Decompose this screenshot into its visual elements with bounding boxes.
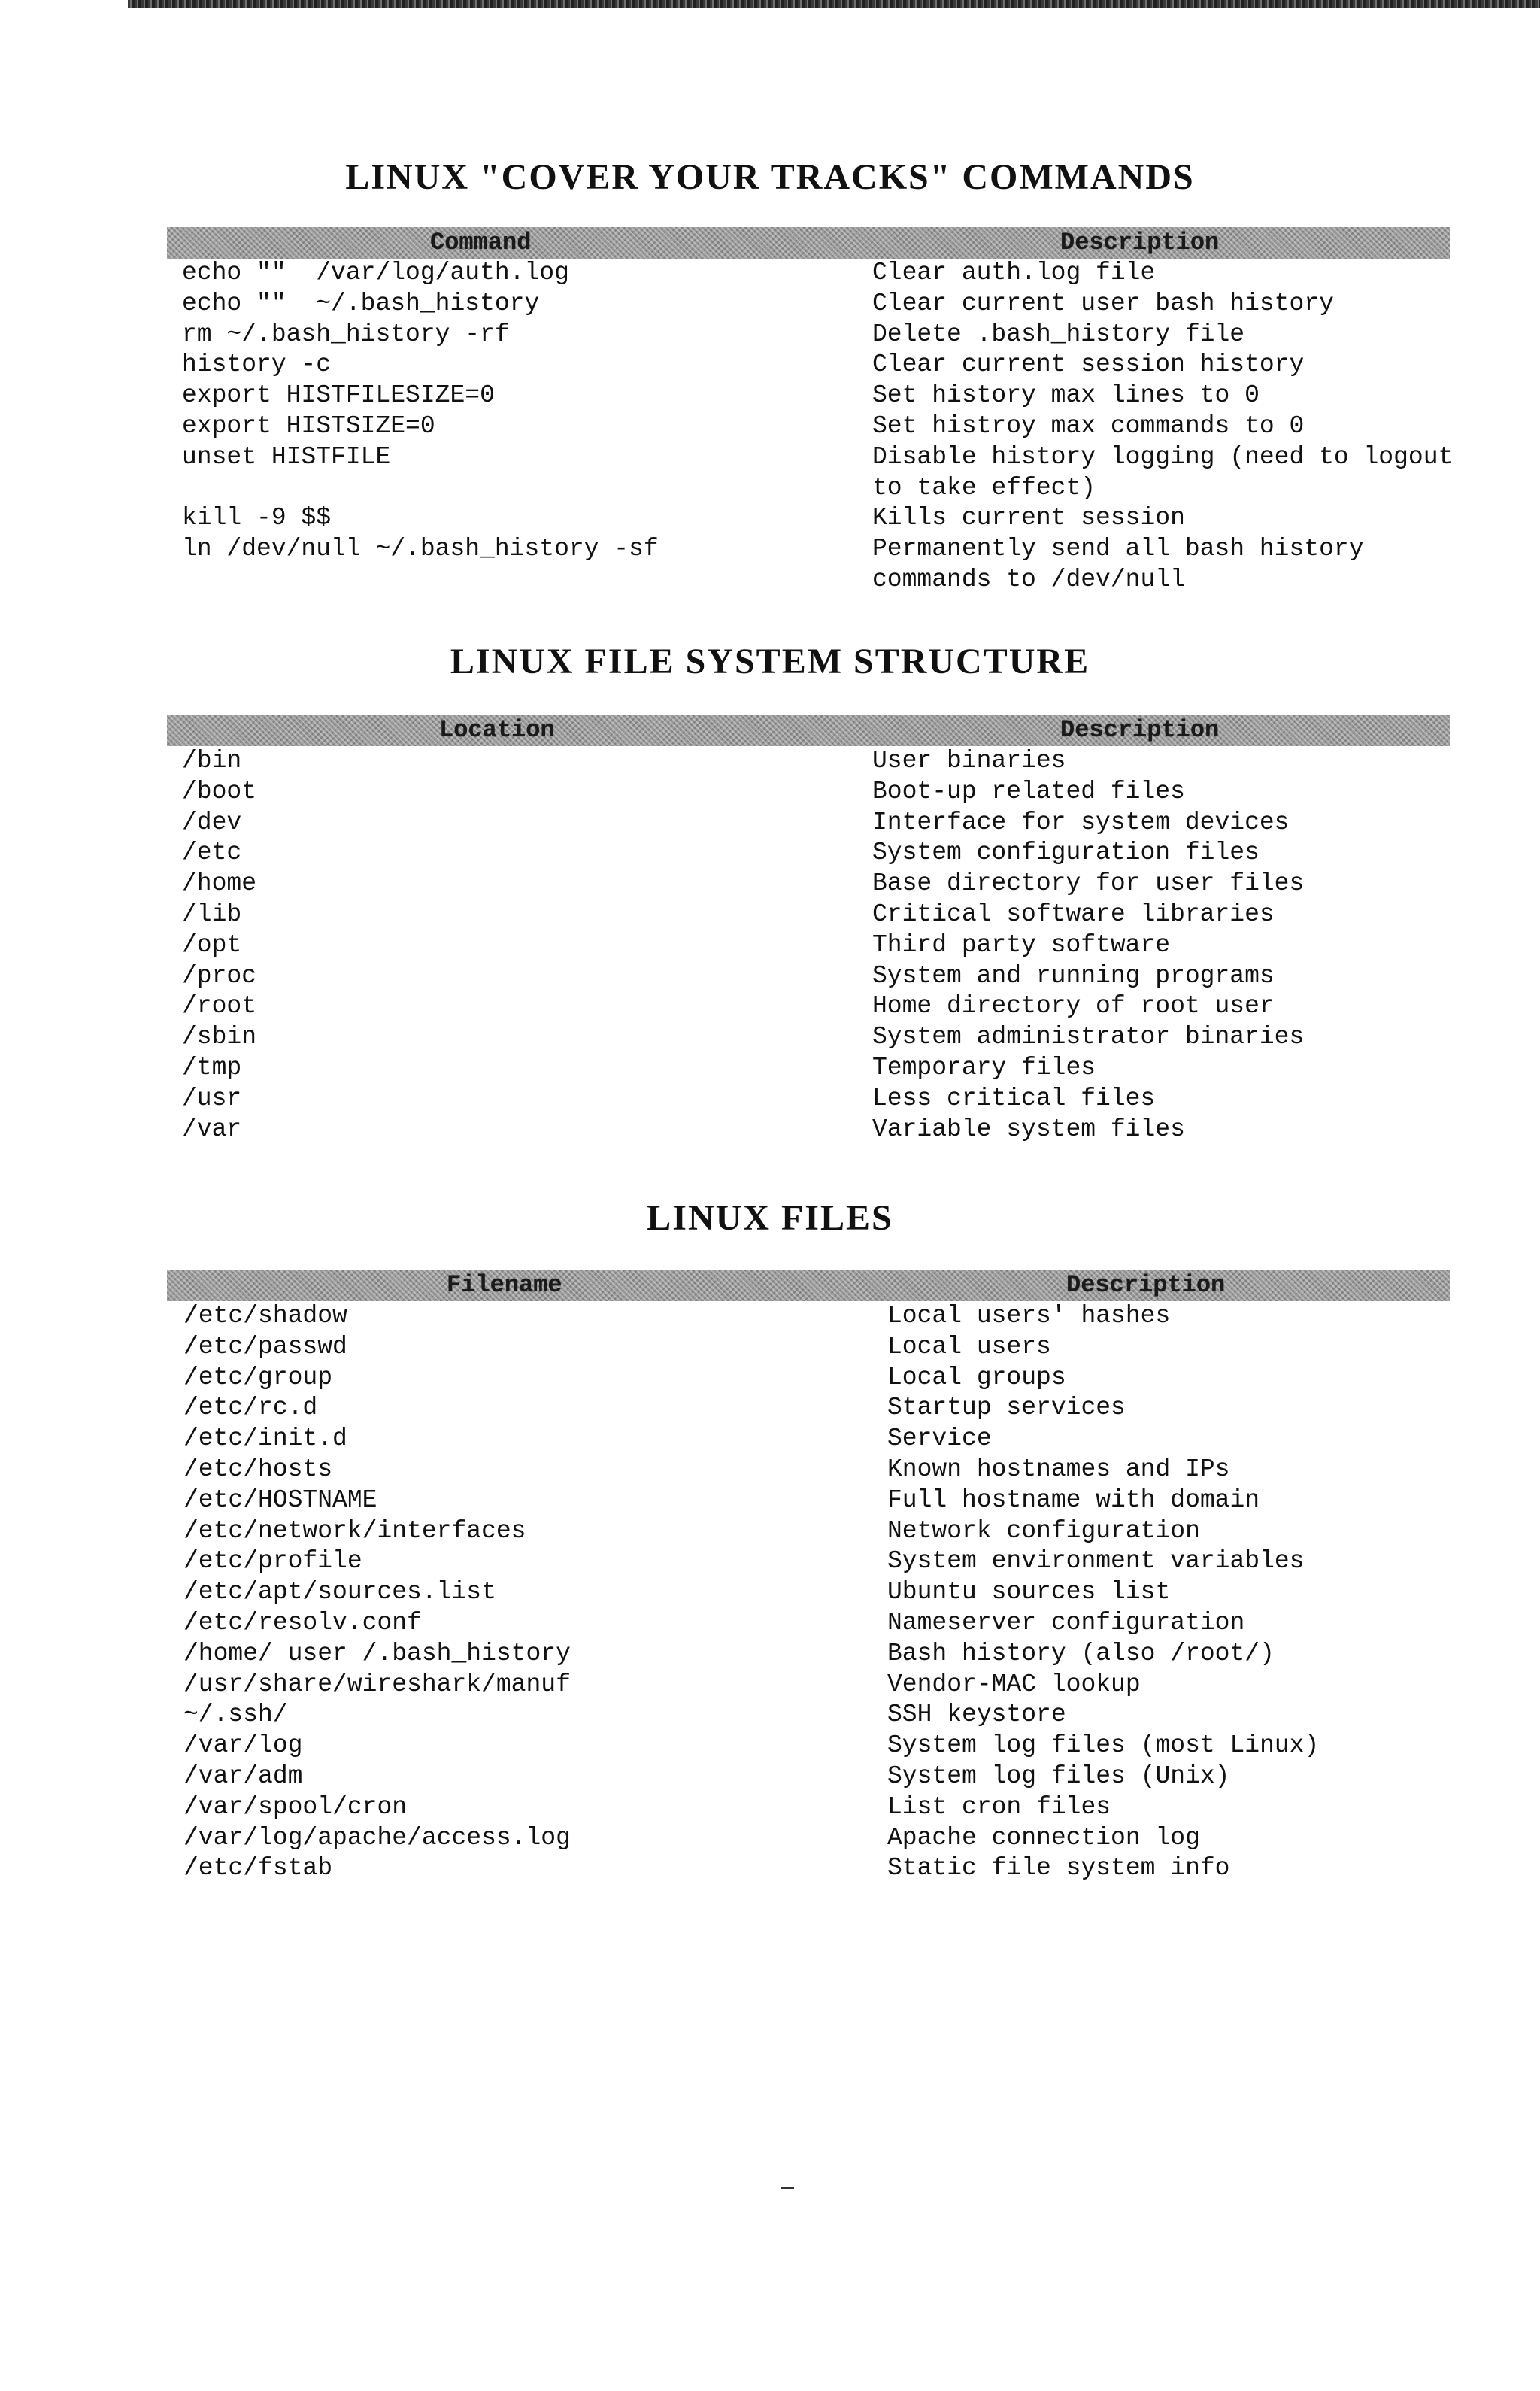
- location-cell: /bin: [182, 747, 242, 775]
- table-row: [183, 1485, 1462, 1516]
- filename-cell: /etc/profile: [183, 1547, 362, 1576]
- table-row: [183, 1393, 1462, 1424]
- description-cell: Full hostname with domain: [887, 1485, 1260, 1514]
- filename-cell: /etc/apt/sources.list: [183, 1578, 496, 1607]
- location-cell: /home: [182, 869, 257, 898]
- location-cell: /dev: [182, 808, 242, 836]
- command-cell: export HISTFILESIZE=0: [182, 381, 495, 410]
- column-header-command: Command: [430, 229, 532, 256]
- table-row: [182, 320, 1460, 350]
- description-cell: User binaries: [872, 747, 1066, 775]
- description-cell: Home directory of root user: [872, 992, 1275, 1021]
- filename-cell: /usr/share/wireshark/manuf: [183, 1670, 571, 1698]
- command-cell: echo "" /var/log/auth.log: [182, 259, 569, 287]
- table-header-file-system: [167, 715, 1450, 746]
- command-cell: export HISTSIZE=0: [182, 411, 435, 440]
- description-cell: Less critical files: [872, 1084, 1156, 1112]
- description-cell: Apache connection log: [887, 1823, 1200, 1852]
- scan-edge: [128, 0, 1540, 8]
- command-cell: unset HISTFILE: [182, 442, 391, 471]
- table-row: [182, 961, 1460, 992]
- description-cell: Third party software: [872, 930, 1171, 959]
- location-cell: /proc: [182, 961, 257, 990]
- column-header-description: Description: [1066, 1271, 1226, 1299]
- filename-cell: /etc/rc.d: [183, 1394, 318, 1422]
- description-cell: Known hostnames and IPs: [887, 1455, 1230, 1483]
- table-header-cover-tracks: [167, 227, 1450, 259]
- section-title-file-system: LINUX FILE SYSTEM STRUCTURE: [450, 642, 1090, 681]
- description-cell: Permanently send all bash history commands to /dev/null: [872, 535, 1364, 593]
- table-row: [183, 1823, 1462, 1854]
- table-row: [183, 1608, 1462, 1639]
- description-cell: Temporary files: [872, 1053, 1096, 1082]
- location-cell: /opt: [182, 930, 242, 959]
- location-cell: /usr: [182, 1084, 242, 1112]
- filename-cell: ~/.ssh/: [183, 1701, 288, 1729]
- table-row: [183, 1363, 1462, 1394]
- table-row: [182, 381, 1460, 411]
- table-row: [182, 1115, 1460, 1145]
- description-cell: Interface for system devices: [872, 808, 1290, 836]
- file-system-table: [182, 746, 1460, 1145]
- table-row: [182, 991, 1460, 1022]
- table-row: [182, 1022, 1460, 1053]
- table-row: [183, 1424, 1462, 1455]
- description-cell: List cron files: [887, 1792, 1111, 1821]
- table-row: [182, 1084, 1460, 1115]
- table-row: [183, 1639, 1462, 1670]
- table-row: [182, 746, 1460, 777]
- column-header-location: Location: [439, 716, 555, 744]
- table-row: [183, 1731, 1462, 1761]
- description-cell: Set histroy max commands to 0: [872, 411, 1305, 440]
- command-cell: kill -9 $$: [182, 504, 332, 533]
- page-mark: [781, 2187, 794, 2189]
- description-cell: Network configuration: [887, 1516, 1200, 1545]
- filename-cell: /etc/fstab: [183, 1854, 333, 1883]
- table-row: [182, 930, 1460, 961]
- description-cell: Nameserver configuration: [887, 1608, 1245, 1637]
- table-row: [182, 503, 1460, 534]
- description-cell: System log files (Unix): [887, 1761, 1230, 1790]
- section-title-linux-files: LINUX FILES: [647, 1198, 893, 1238]
- table-row: [182, 808, 1460, 839]
- filename-cell: /etc/passwd: [183, 1332, 347, 1361]
- location-cell: /var: [182, 1115, 242, 1143]
- location-cell: /tmp: [182, 1053, 242, 1082]
- description-cell: System administrator binaries: [872, 1023, 1305, 1051]
- location-cell: /boot: [182, 777, 257, 806]
- table-row: [182, 869, 1460, 900]
- filename-cell: /var/log/apache/access.log: [183, 1823, 571, 1852]
- location-cell: /root: [182, 992, 257, 1021]
- description-cell: Critical software libraries: [872, 900, 1275, 928]
- table-row: [182, 838, 1460, 869]
- description-cell: Startup services: [887, 1394, 1126, 1422]
- description-cell: System configuration files: [872, 839, 1260, 867]
- table-row: [183, 1792, 1462, 1823]
- description-cell: Ubuntu sources list: [887, 1578, 1171, 1607]
- column-header-filename: Filename: [447, 1271, 562, 1299]
- description-cell: Bash history (also /root/): [887, 1639, 1275, 1667]
- location-cell: /sbin: [182, 1023, 257, 1051]
- table-row: [182, 900, 1460, 930]
- description-cell: System log files (most Linux): [887, 1731, 1320, 1760]
- description-cell: Boot-up related files: [872, 777, 1185, 806]
- command-cell: echo "" ~/.bash_history: [182, 289, 540, 317]
- description-cell: Static file system info: [887, 1854, 1230, 1883]
- filename-cell: /etc/shadow: [183, 1302, 347, 1330]
- description-cell: Set history max lines to 0: [872, 381, 1260, 410]
- table-row: [182, 350, 1460, 381]
- description-cell: Local users' hashes: [887, 1302, 1171, 1330]
- filename-cell: /etc/hosts: [183, 1455, 333, 1483]
- table-row: [183, 1670, 1462, 1701]
- description-cell: System environment variables: [887, 1547, 1305, 1576]
- description-cell: Local users: [887, 1332, 1051, 1361]
- table-row: [183, 1455, 1462, 1485]
- description-cell: Vendor-MAC lookup: [887, 1670, 1141, 1698]
- command-cell: history -c: [182, 350, 332, 379]
- table-row: [183, 1332, 1462, 1363]
- filename-cell: /etc/network/interfaces: [183, 1516, 526, 1545]
- table-row: [183, 1853, 1462, 1884]
- filename-cell: /etc/init.d: [183, 1425, 347, 1453]
- filename-cell: /var/log: [183, 1731, 303, 1760]
- description-cell: System and running programs: [872, 961, 1275, 990]
- description-cell: Delete .bash_history file: [872, 320, 1245, 348]
- table-row: [182, 442, 1460, 504]
- command-cell: rm ~/.bash_history -rf: [182, 320, 510, 348]
- table-row: [183, 1516, 1462, 1547]
- linux-files-table: [183, 1301, 1462, 1884]
- table-row: [182, 289, 1460, 320]
- filename-cell: /etc/HOSTNAME: [183, 1485, 377, 1514]
- location-cell: /etc: [182, 839, 242, 867]
- table-row: [183, 1577, 1462, 1608]
- column-header-description: Description: [1060, 229, 1220, 256]
- filename-cell: /etc/resolv.conf: [183, 1608, 422, 1637]
- table-row: [183, 1301, 1462, 1332]
- column-header-description: Description: [1060, 716, 1220, 744]
- table-row: [182, 777, 1460, 808]
- section-title-cover-tracks: LINUX "COVER YOUR TRACKS" COMMANDS: [345, 157, 1195, 197]
- description-cell: Clear current session history: [872, 350, 1305, 379]
- description-cell: SSH keystore: [887, 1701, 1066, 1729]
- table-row: [182, 1053, 1460, 1084]
- table-row: [182, 258, 1460, 289]
- table-header-linux-files: [167, 1270, 1450, 1301]
- filename-cell: /var/spool/cron: [183, 1792, 408, 1821]
- description-cell: Service: [887, 1425, 992, 1453]
- table-row: [182, 534, 1460, 596]
- description-cell: Variable system files: [872, 1115, 1185, 1143]
- description-cell: Local groups: [887, 1363, 1066, 1391]
- description-cell: Kills current session: [872, 504, 1185, 533]
- location-cell: /lib: [182, 900, 242, 928]
- description-cell: Clear current user bash history: [872, 289, 1334, 317]
- filename-cell: /var/adm: [183, 1761, 303, 1790]
- command-cell: ln /dev/null ~/.bash_history -sf: [182, 535, 659, 563]
- table-row: [183, 1700, 1462, 1731]
- description-cell: Disable history logging (need to logout to take effect): [872, 442, 1454, 502]
- filename-cell: /etc/group: [183, 1363, 333, 1391]
- cover-tracks-table: [182, 258, 1460, 596]
- description-cell: Clear auth.log file: [872, 259, 1156, 287]
- filename-cell: /home/ user /.bash_history: [183, 1639, 571, 1667]
- table-row: [183, 1761, 1462, 1792]
- description-cell: Base directory for user files: [872, 869, 1305, 898]
- table-row: [183, 1546, 1462, 1577]
- table-row: [182, 411, 1460, 442]
